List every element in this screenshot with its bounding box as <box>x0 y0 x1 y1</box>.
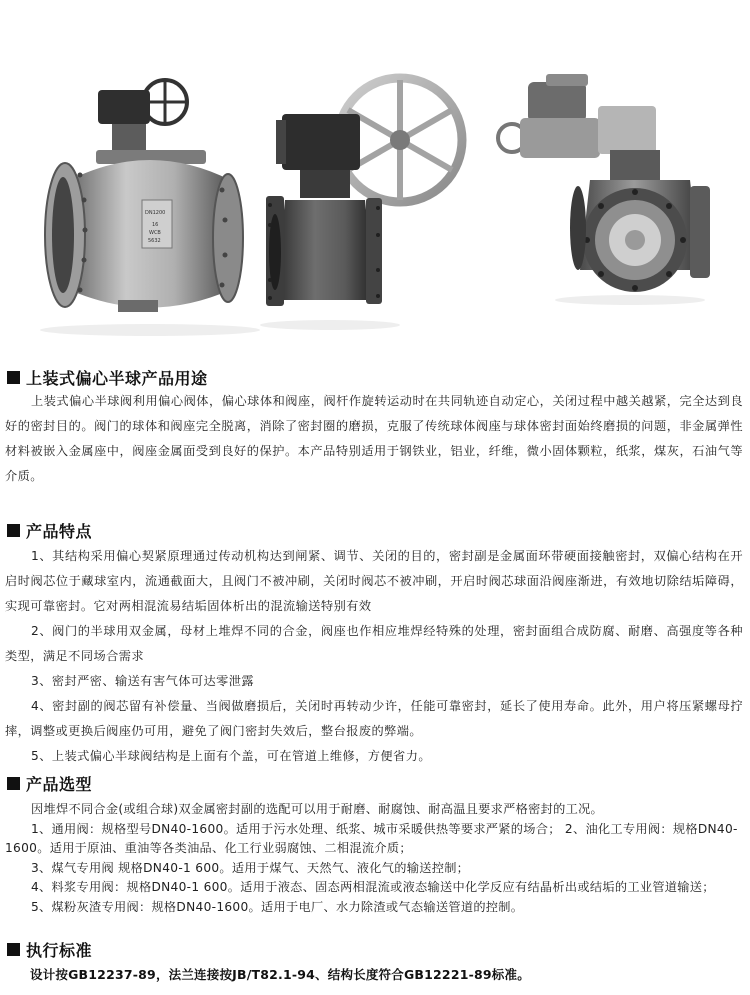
feature-item: 4、密封副的阀芯留有补偿量、当阀做磨损后，关闭时再转动少许，任能可靠密封，延长了使用寿命。此外，用户将压紧螺母拧摔，调整或更换后阀座仍可用，避免了阀门密封失效后，整台报废的弊端。 <box>5 699 743 738</box>
features-section-title <box>7 519 92 542</box>
svg-text:WCB: WCB <box>149 230 161 236</box>
feature-item: 5、上装式偏心半球阀结构是上面有个盖，可在管道上维修，方便省力。 <box>31 749 431 763</box>
square-bullet-icon <box>7 943 20 956</box>
selection-title-text: 产品选型 <box>26 775 93 794</box>
usage-title-text: 上装式偏心半球产品用途 <box>26 369 208 388</box>
electric-actuated-valve-image <box>498 74 710 305</box>
features-list <box>5 544 743 769</box>
standard-body: 设计按GB12237-89，法兰连接按JB/T82.1-94、结构长度符合GB12221-89标准。 <box>30 967 530 982</box>
product-image-strip <box>0 0 750 350</box>
square-bullet-icon <box>7 371 20 384</box>
svg-text:5632: 5632 <box>148 238 161 244</box>
svg-text:16: 16 <box>152 222 159 228</box>
handwheel-valve-image <box>260 78 462 330</box>
square-bullet-icon <box>7 524 20 537</box>
product-photos <box>0 0 750 350</box>
selection-item: 1、通用阀：规格型号DN40-1600。适用于污水处理、纸浆、城市采暖供热等要求严紧的场合； 2、油化工专用阀：规格DN40-1600。适用于原油、重油等各类油品、化工行业弱腐蚀、二相混流介质； <box>5 821 738 855</box>
square-bullet-icon <box>7 777 20 790</box>
selection-section-title <box>7 772 92 795</box>
gear-operated-valve-image <box>40 80 260 336</box>
features-title-text: 产品特点 <box>26 522 93 541</box>
usage-section-title <box>7 366 208 389</box>
usage-body: 上装式偏心半球阀利用偏心阀体，偏心球体和阀座，阀杆作旋转运动时在共同轨迹自动定心，关闭过程中越关越紧，完全达到良好的密封目的。阀门的球体和阀座完全脱离，消除了密封圈的磨损，克服了传统球体阀座与球体密封面始终磨损的问题，非金属弹性材料被嵌入金属座中，阀座金属面受到良好的保护。本产品特别适用于钢铁业，铝业，纤维，微小固体颗粒，纸浆，煤灰，石油气等介质。 <box>5 394 743 483</box>
feature-item: 3、密封严密、输送有害气体可达零泄露 <box>31 674 255 688</box>
selection-item: 3、煤气专用阀 规格DN40-1 600。适用于煤气、天然气、液化气的输送控制； <box>31 860 470 875</box>
selection-list <box>5 800 745 917</box>
feature-item: 2、阀门的半球用双金属，母材上堆焊不同的合金，阀座也作相应堆焊经特殊的处理，密封面组合成防腐、耐磨、高强度等各种类型，满足不同场合需求 <box>5 624 743 663</box>
selection-intro: 因堆焊不同合金(或组合球)双金属密封副的选配可以用于耐磨、耐腐蚀、耐高温且要求严格密封的工况。 <box>31 802 604 816</box>
standard-title-text: 执行标准 <box>26 941 93 960</box>
selection-item: 4、料浆专用阀：规格DN40-1 600。适用于液态、固态两相混流或液态输送中化学反应有结晶析出或结垢的工业管道输送； <box>31 880 715 894</box>
selection-item: 5、煤粉灰渣专用阀：规格DN40-1600。适用于电厂、水力除渣或气态输送管道的控制。 <box>31 899 524 914</box>
svg-text:DN1200: DN1200 <box>145 210 166 216</box>
feature-item: 1、其结构采用偏心契紧原理通过传动机构达到闸紧、调节、关闭的目的，密封副是金属面环带硬面接触密封，双偏心结构在开启时阀芯位于藏球室内，流通截面大，且阀门不被冲刷，关闭时阀芯不被冲刷，开启时阀芯球面沿阀座渐进，有效地切除结垢障碍，实现可靠密封。它对两相混流易结垢固体析出的混流输送特别有效 <box>5 549 743 613</box>
standard-section-title <box>7 938 92 961</box>
